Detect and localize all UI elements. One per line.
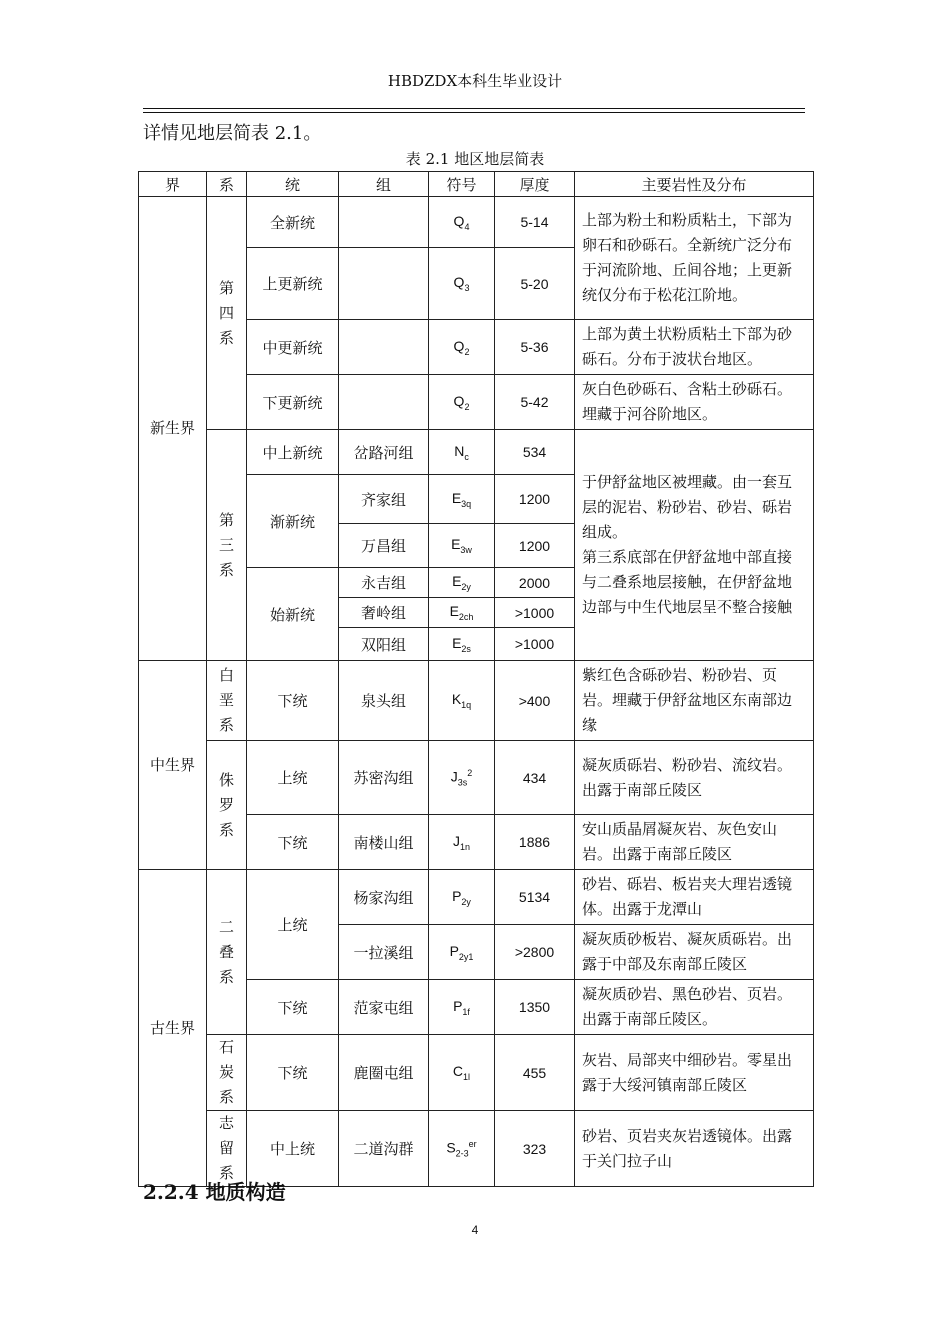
thickness-cell: 434 xyxy=(495,741,575,815)
formation-cell xyxy=(339,248,429,320)
formation-cell: 奢岭组 xyxy=(339,598,429,628)
symbol-sub: 3 xyxy=(464,282,470,293)
symbol-main: Q xyxy=(453,392,465,409)
table-row xyxy=(139,197,814,248)
symbol-main: J xyxy=(450,768,458,785)
thickness-cell: 1200 xyxy=(495,475,575,524)
header-series: 统 xyxy=(247,172,339,197)
formation-cell: 一拉溪组 xyxy=(339,925,429,980)
system-label: 第三系 xyxy=(218,510,234,579)
symbol-main: K xyxy=(451,691,462,708)
thickness-cell: 5-14 xyxy=(495,197,575,248)
thickness-cell: 534 xyxy=(495,430,575,475)
page-number: 4 xyxy=(471,1223,479,1237)
symbol-main: J xyxy=(452,832,460,849)
symbol-sub: 2y xyxy=(461,581,471,592)
symbol-cell xyxy=(429,628,495,661)
symbol-cell xyxy=(429,1035,495,1111)
symbol-cell xyxy=(429,375,495,430)
symbol-main: C xyxy=(452,1063,464,1080)
lithology-paragraph: 第三系底部在伊舒盆地中部直接与二叠系地层接触，在伊舒盆地边部与中生代地层呈不整合接触 xyxy=(582,548,793,616)
formation-cell: 鹿圈屯组 xyxy=(339,1035,429,1111)
symbol-cell xyxy=(429,524,495,568)
symbol-main: Q xyxy=(453,212,465,229)
thickness-cell: >2800 xyxy=(495,925,575,980)
symbol-cell xyxy=(429,320,495,375)
table-row xyxy=(139,1035,814,1111)
lithology-cell: 上部为黄土状粉质粘土下部为砂砾石。分布于波状台地区。 xyxy=(575,320,814,375)
symbol-sub: 2-3 xyxy=(455,1148,469,1159)
series-cell: 中上统 xyxy=(247,1111,339,1187)
thickness-cell: 2000 xyxy=(495,568,575,598)
symbol-sub: 4 xyxy=(464,221,470,232)
strata-table xyxy=(138,171,814,1187)
system-label: 二叠系 xyxy=(218,917,234,986)
header-formation: 组 xyxy=(339,172,429,197)
symbol-main: P xyxy=(449,942,459,959)
header-rule-thin xyxy=(143,112,805,113)
symbol-main: Q xyxy=(453,337,465,354)
lithology-cell: 砂岩、砾岩、板岩夹大理岩透镜体。出露于龙潭山 xyxy=(575,870,814,925)
page-header: HBDZDX本科生毕业设计 xyxy=(387,72,563,90)
symbol-cell xyxy=(429,568,495,598)
formation-cell: 永吉组 xyxy=(339,568,429,598)
system-cell xyxy=(207,741,247,870)
symbol-main: E xyxy=(452,634,462,651)
formation-cell: 泉头组 xyxy=(339,661,429,741)
thickness-cell: 5-36 xyxy=(495,320,575,375)
symbol-sub: 1l xyxy=(463,1071,471,1082)
thickness-cell: 5-42 xyxy=(495,375,575,430)
table-row xyxy=(139,661,814,741)
symbol-main: E xyxy=(452,573,462,590)
symbol-sub: 1f xyxy=(462,1006,470,1017)
lithology-cell xyxy=(575,430,814,661)
system-label: 石炭系 xyxy=(218,1038,234,1106)
header-rule xyxy=(143,108,805,109)
symbol-main: P xyxy=(452,887,462,904)
lithology-cell: 凝灰质砂板岩、凝灰质砾岩。出露于中部及东南部丘陵区 xyxy=(575,925,814,980)
formation-cell xyxy=(339,320,429,375)
era-cell: 古生界 xyxy=(139,870,207,1187)
symbol-sub: 2y xyxy=(461,896,471,907)
system-cell xyxy=(207,870,247,1035)
system-label: 第四系 xyxy=(218,278,234,347)
series-cell: 中更新统 xyxy=(247,320,339,375)
thickness-cell: 1350 xyxy=(495,980,575,1035)
system-label: 侏罗系 xyxy=(218,770,234,839)
symbol-sub: c xyxy=(464,451,469,462)
system-cell xyxy=(207,1035,247,1111)
series-cell: 下统 xyxy=(247,1035,339,1111)
series-cell: 上统 xyxy=(247,870,339,980)
thickness-cell: >400 xyxy=(495,661,575,741)
series-cell: 下更新统 xyxy=(247,375,339,430)
lithology-cell: 灰岩、局部夹中细砂岩。零星出露于大绥河镇南部丘陵区 xyxy=(575,1035,814,1111)
system-label: 白垩系 xyxy=(218,666,234,734)
series-cell: 下统 xyxy=(247,815,339,870)
symbol-sub: 2y1 xyxy=(458,951,474,962)
series-cell: 下统 xyxy=(247,661,339,741)
system-cell xyxy=(207,197,247,430)
symbol-sup: er xyxy=(468,1138,477,1149)
symbol-main: Q xyxy=(453,274,465,291)
symbol-cell xyxy=(429,925,495,980)
symbol-sup: 2 xyxy=(467,767,473,778)
thickness-cell: 5134 xyxy=(495,870,575,925)
symbol-sub: 3s xyxy=(457,777,468,788)
header-lithology: 主要岩性及分布 xyxy=(575,172,814,197)
thickness-cell: 1886 xyxy=(495,815,575,870)
header-era: 界 xyxy=(139,172,207,197)
symbol-main: E xyxy=(451,489,462,506)
thickness-cell: >1000 xyxy=(495,598,575,628)
lithology-cell: 灰白色砂砾石、含粘土砂砾石。埋藏于河谷阶地区。 xyxy=(575,375,814,430)
formation-cell xyxy=(339,375,429,430)
symbol-cell xyxy=(429,197,495,248)
thickness-cell: >1000 xyxy=(495,628,575,661)
table-header-row xyxy=(139,172,814,197)
era-cell: 新生界 xyxy=(139,197,207,661)
formation-cell: 双阳组 xyxy=(339,628,429,661)
symbol-cell xyxy=(429,1111,495,1187)
symbol-main: P xyxy=(453,997,463,1014)
symbol-main: E xyxy=(449,603,459,620)
symbol-cell xyxy=(429,815,495,870)
series-cell: 渐新统 xyxy=(247,475,339,568)
symbol-sub: 1q xyxy=(461,699,472,710)
series-cell: 上统 xyxy=(247,741,339,815)
system-cell xyxy=(207,661,247,741)
formation-cell: 范家屯组 xyxy=(339,980,429,1035)
table-row xyxy=(139,870,814,925)
header-symbol: 符号 xyxy=(429,172,495,197)
lithology-cell: 凝灰质砂岩、黑色砂岩、页岩。出露于南部丘陵区。 xyxy=(575,980,814,1035)
era-cell: 中生界 xyxy=(139,661,207,870)
header-system: 系 xyxy=(207,172,247,197)
lithology-cell: 安山质晶屑凝灰岩、灰色安山岩。出露于南部丘陵区 xyxy=(575,815,814,870)
symbol-cell xyxy=(429,598,495,628)
symbol-main: N xyxy=(454,442,465,459)
symbol-sub: 1n xyxy=(459,841,470,852)
formation-cell: 岔路河组 xyxy=(339,430,429,475)
series-cell: 下统 xyxy=(247,980,339,1035)
series-cell: 全新统 xyxy=(247,197,339,248)
table-row xyxy=(139,741,814,815)
header-thickness: 厚度 xyxy=(495,172,575,197)
symbol-main: S xyxy=(446,1139,456,1156)
symbol-sub: 3w xyxy=(460,544,472,555)
lithology-cell: 上部为粉土和粉质粘土，下部为卵石和砂砾石。全新统广泛分布于河流阶地、丘间谷地；上更新统仅分布于松花江阶地。 xyxy=(575,197,814,320)
series-cell: 始新统 xyxy=(247,568,339,661)
symbol-cell xyxy=(429,475,495,524)
thickness-cell: 323 xyxy=(495,1111,575,1187)
series-cell: 上更新统 xyxy=(247,248,339,320)
symbol-cell xyxy=(429,430,495,475)
symbol-sub: 3q xyxy=(461,498,472,509)
thickness-cell: 1200 xyxy=(495,524,575,568)
symbol-cell xyxy=(429,980,495,1035)
table-caption: 表 2.1 地区地层简表 xyxy=(405,150,545,168)
thickness-cell: 5-20 xyxy=(495,248,575,320)
system-cell xyxy=(207,430,247,661)
formation-cell xyxy=(339,197,429,248)
series-cell: 中上新统 xyxy=(247,430,339,475)
symbol-sub: 2 xyxy=(464,346,470,357)
formation-cell: 杨家沟组 xyxy=(339,870,429,925)
formation-cell: 齐家组 xyxy=(339,475,429,524)
system-label: 志留系 xyxy=(218,1114,234,1182)
table-row xyxy=(139,430,814,475)
section-heading: 2.2.4 地质构造 xyxy=(143,1180,286,1204)
symbol-sub: 2ch xyxy=(458,611,474,622)
symbol-cell xyxy=(429,741,495,815)
lithology-cell: 紫红色含砾砂岩、粉砂岩、页岩。埋藏于伊舒盆地区东南部边缘 xyxy=(575,661,814,741)
symbol-cell xyxy=(429,661,495,741)
symbol-cell xyxy=(429,870,495,925)
formation-cell: 二道沟群 xyxy=(339,1111,429,1187)
symbol-sub: 2 xyxy=(464,401,470,412)
symbol-main: E xyxy=(451,536,461,553)
lithology-cell: 砂岩、页岩夹灰岩透镜体。出露于关门拉子山 xyxy=(575,1111,814,1187)
lithology-cell: 凝灰质砾岩、粉砂岩、流纹岩。出露于南部丘陵区 xyxy=(575,741,814,815)
symbol-cell xyxy=(429,248,495,320)
lithology-paragraph: 于伊舒盆地区被埋藏。由一套互层的泥岩、粉砂岩、砂岩、砾岩组成。 xyxy=(582,473,793,541)
symbol-sub: 2s xyxy=(461,643,471,654)
thickness-cell: 455 xyxy=(495,1035,575,1111)
formation-cell: 万昌组 xyxy=(339,524,429,568)
formation-cell: 南楼山组 xyxy=(339,815,429,870)
formation-cell: 苏密沟组 xyxy=(339,741,429,815)
intro-text: 详情见地层简表 2.1。 xyxy=(143,123,322,144)
